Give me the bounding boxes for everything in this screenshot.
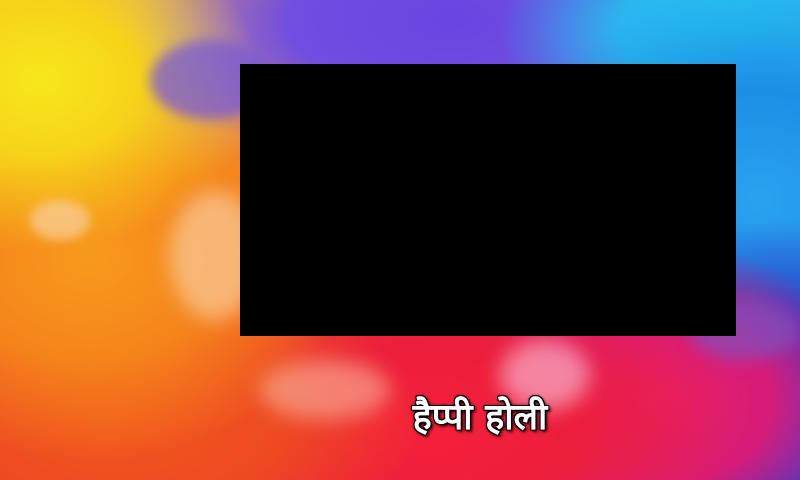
video-frame[interactable] bbox=[240, 64, 736, 336]
paint-splash bbox=[30, 200, 90, 240]
holi-greeting-caption: हैप्पी होली bbox=[412, 397, 548, 438]
